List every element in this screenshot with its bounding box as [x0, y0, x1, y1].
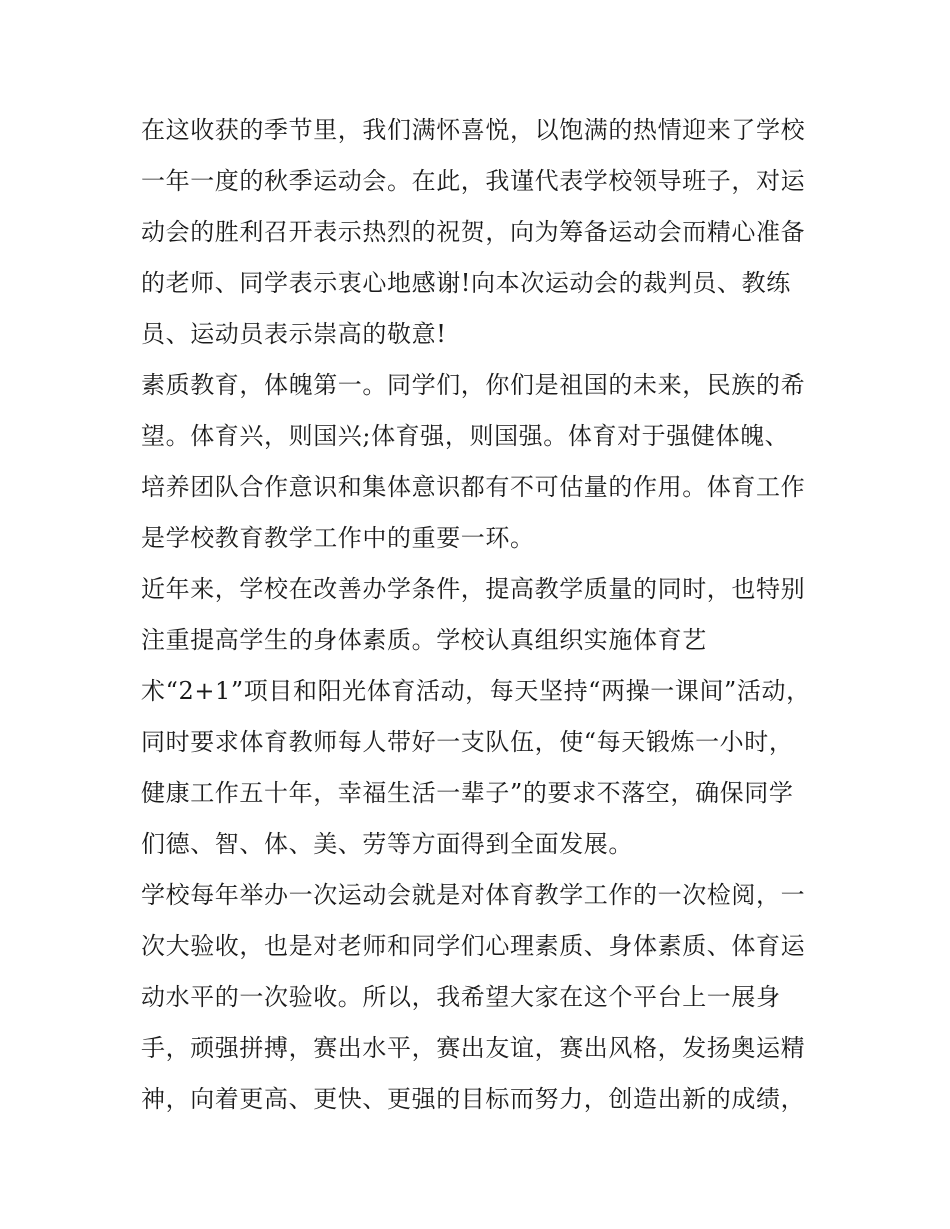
text-line-13: 同时要求体育教师每人带好一支队伍，使“每天锻炼一小时， — [141, 728, 794, 756]
text-line-9: 是学校教育教学工作中的重要一环。 — [141, 524, 535, 552]
text-line-6: 素质教育，体魄第一。同学们，你们是祖国的未来，民族的希 — [141, 371, 806, 399]
text-line-4: 的老师、同学表示衷心地感谢!向本次运动会的裁判员、教练 — [141, 269, 791, 297]
text-line-1: 在这收获的季节里，我们满怀喜悦，以饱满的热情迎来了学校 — [141, 116, 806, 144]
text-line-18: 动水平的一次验收。所以，我希望大家在这个平台上一展身 — [141, 983, 781, 1011]
text-line-3: 动会的胜利召开表示热烈的祝贺，向为筹备运动会而精心准备 — [141, 218, 806, 246]
text-line-19: 手，顽强拼搏，赛出水平，赛出友谊，赛出风格，发扬奥运精 — [141, 1034, 806, 1062]
text-line-10: 近年来，学校在改善办学条件，提高教学质量的同时，也特别 — [141, 575, 806, 603]
text-line-11: 注重提高学生的身体素质。学校认真组织实施体育艺 — [141, 626, 707, 654]
text-line-17: 次大验收，也是对老师和同学们心理素质、身体素质、体育运 — [141, 932, 806, 960]
text-line-16: 学校每年举办一次运动会就是对体育教学工作的一次检阅，一 — [141, 881, 806, 909]
text-line-8: 培养团队合作意识和集体意识都有不可估量的作用。体育工作 — [141, 473, 806, 501]
text-line-14: 健康工作五十年，幸福生活一辈子”的要求不落空，确保同学 — [141, 779, 794, 807]
text-line-15: 们德、智、体、美、劳等方面得到全面发展。 — [141, 830, 633, 858]
text-line-20: 神，向着更高、更快、更强的目标而努力，创造出新的成绩， — [141, 1085, 806, 1113]
text-line-12: 术“2+1”项目和阳光体育活动，每天坚持“两操一课间”活动， — [141, 677, 811, 705]
text-line-2: 一年一度的秋季运动会。在此，我谨代表学校领导班子，对运 — [141, 167, 806, 195]
text-line-5: 员、运动员表示崇高的敬意! — [141, 320, 447, 348]
text-line-7: 望。体育兴，则国兴;体育强，则国强。体育对于强健体魄、 — [141, 422, 790, 450]
body-text — [141, 108, 831, 1128]
